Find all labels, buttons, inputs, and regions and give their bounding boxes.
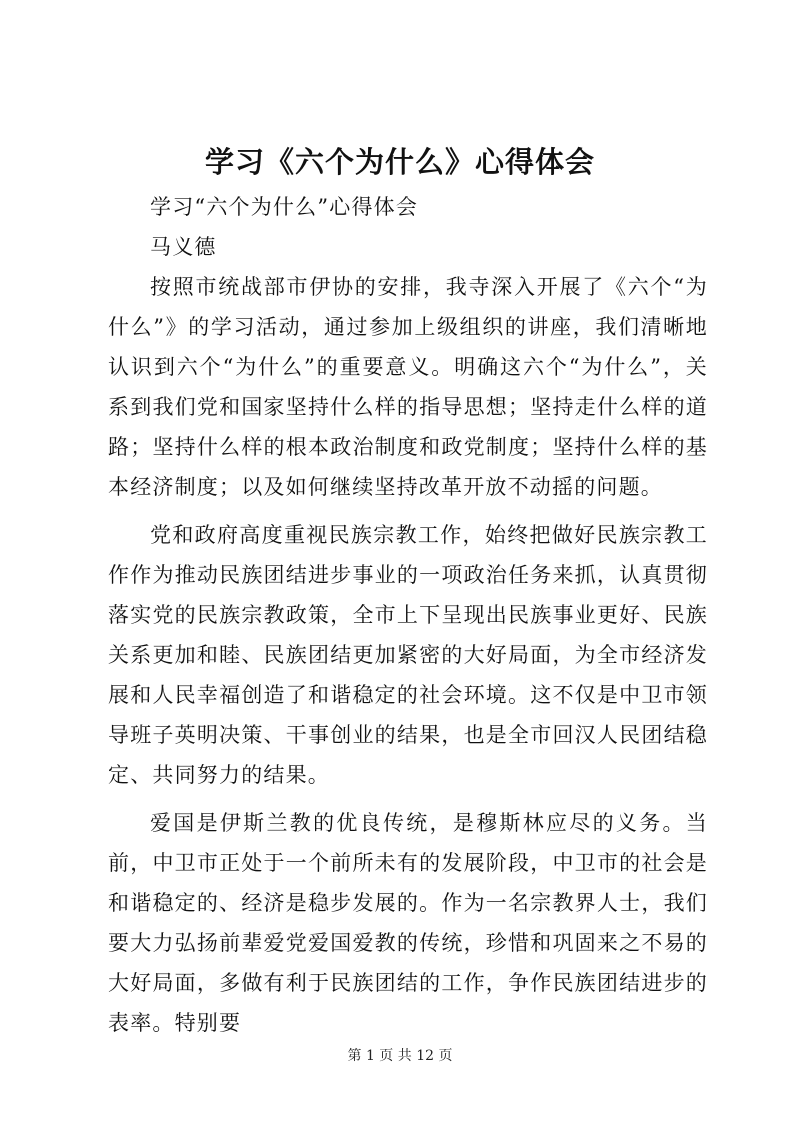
author-line: 马义德 [150,235,217,259]
page-number-footer: 第 1 页 共 12 页 [347,1048,453,1064]
paragraph-1: 按照市统战部市伊协的安排，我寺深入开展了《六个“为什么”》的学习活动，通过参加上级组织的讲座，我们清晰地认识到六个“为什么”的重要意义。明确这六个“为什么”，关系到我们党和国家坚持什么样的指导思想；坚持走什么样的道路；坚持什么样的根本政治制度和政党制度；坚持什么样的基本经济制度；以及如何继续坚持改革开放不动摇的问题。 [108,275,708,499]
paragraph-3: 爱国是伊斯兰教的优良传统，是穆斯林应尽的义务。当前，中卫市正处于一个前所未有的发展阶段，中卫市的社会是和谐稳定的、经济是稳步发展的。作为一名宗教界人士，我们要大力弘扬前辈爱党爱国爱教的传统，珍惜和巩固来之不易的大好局面，多做有利于民族团结的工作，争作民族团结进步的表率。特别要 [108,811,708,1035]
paragraph-2: 党和政府高度重视民族宗教工作，始终把做好民族宗教工作作为推动民族团结进步事业的一项政治任务来抓，认真贯彻落实党的民族宗教政策，全市上下呈现出民族事业更好、民族关系更加和睦、民族团结更加紧密的大好局面，为全市经济发展和人民幸福创造了和谐稳定的社会环境。这不仅是中卫市领导班子英明决策、干事创业的结果，也是全市回汉人民团结稳定、共同努力的结果。 [108,523,708,787]
subtitle-line: 学习“六个为什么”心得体会 [150,195,419,219]
document-title: 学习《六个为什么》心得体会 [204,145,595,179]
document-body [108,187,708,1043]
